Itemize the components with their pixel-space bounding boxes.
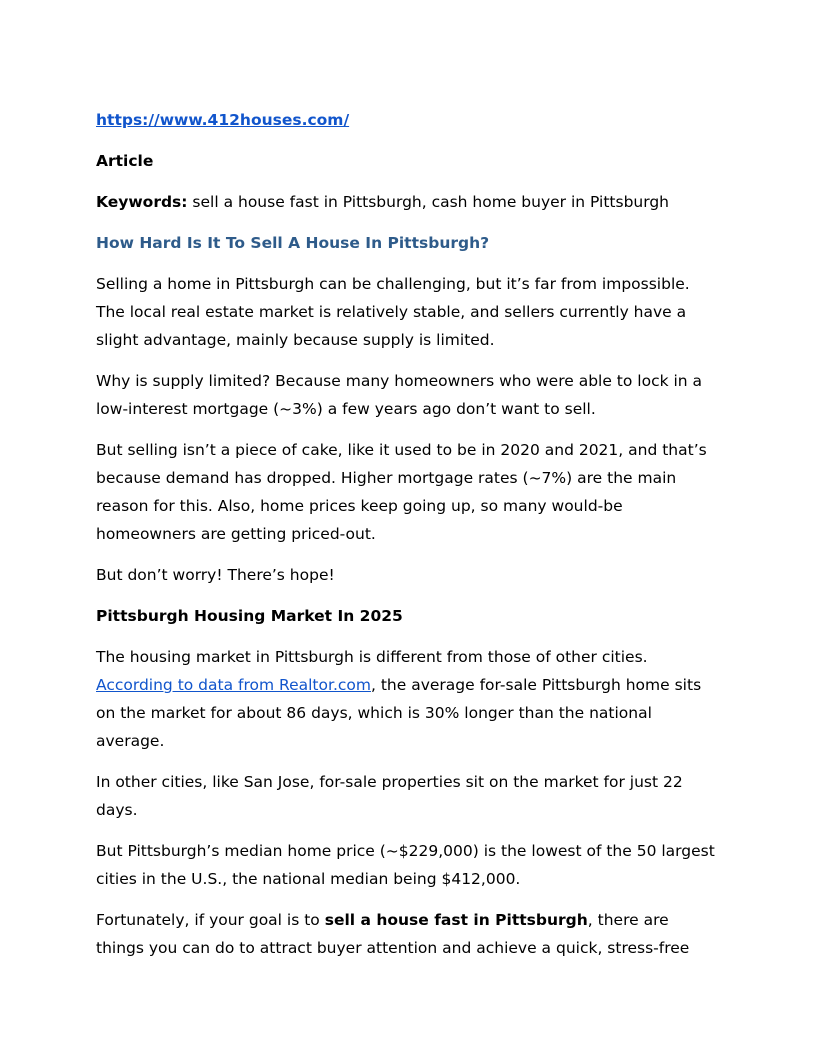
paragraph: Selling a home in Pittsburgh can be challenging, but it’s far from impossible. The local real estate market is relatively stable, and sellers currently have a slight advantage, mainly because supply is limited. [96, 275, 690, 349]
paragraph-text: , there are things you can do to attract buyer attention and achieve a quick, stress-free [96, 911, 690, 957]
keyword-highlight: sell a house fast in Pittsburgh [324, 911, 588, 929]
paragraph [96, 906, 720, 962]
paragraph [96, 643, 720, 755]
paragraph: But Pittsburgh’s median home price (~$229,000) is the lowest of the 50 largest cities in the U.S., the national median being $412,000. [96, 842, 715, 888]
site-url-link[interactable]: https://www.412houses.com/ [96, 111, 350, 129]
paragraph: But don’t worry! There’s hope! [96, 566, 335, 584]
document-type-label: Article [96, 152, 154, 170]
paragraph: Why is supply limited? Because many homeowners who were able to lock in a low-interest mortgage (~3%) a few years ago don’t want to sell. [96, 372, 703, 418]
keywords-line [96, 188, 720, 216]
document-page [96, 106, 720, 975]
keywords-value: sell a house fast in Pittsburgh, cash home buyer in Pittsburgh [187, 193, 669, 211]
paragraph-text: Fortunately, if your goal is to [96, 911, 325, 929]
realtor-data-link[interactable]: According to data from Realtor.com [96, 676, 371, 694]
paragraph-text: , the average for-sale Pittsburgh home sits on the market for about 86 days, which is 30% longer than the national average. [96, 676, 702, 750]
paragraph-text: The housing market in Pittsburgh is different from those of other cities. [96, 648, 648, 666]
paragraph: But selling isn’t a piece of cake, like it used to be in 2020 and 2021, and that’s because demand has dropped. Higher mortgage rates (~7%) are the main reason for this. Also, home prices keep going up, so many would-be homeowners are getting priced-out. [96, 441, 707, 543]
paragraph: In other cities, like San Jose, for-sale properties sit on the market for just 22 days. [96, 773, 683, 819]
section-heading-how-hard: How Hard Is It To Sell A House In Pittsburgh? [96, 234, 490, 252]
keywords-label: Keywords: [96, 193, 188, 211]
section-heading-housing-market: Pittsburgh Housing Market In 2025 [96, 607, 403, 625]
url-line [96, 106, 720, 134]
